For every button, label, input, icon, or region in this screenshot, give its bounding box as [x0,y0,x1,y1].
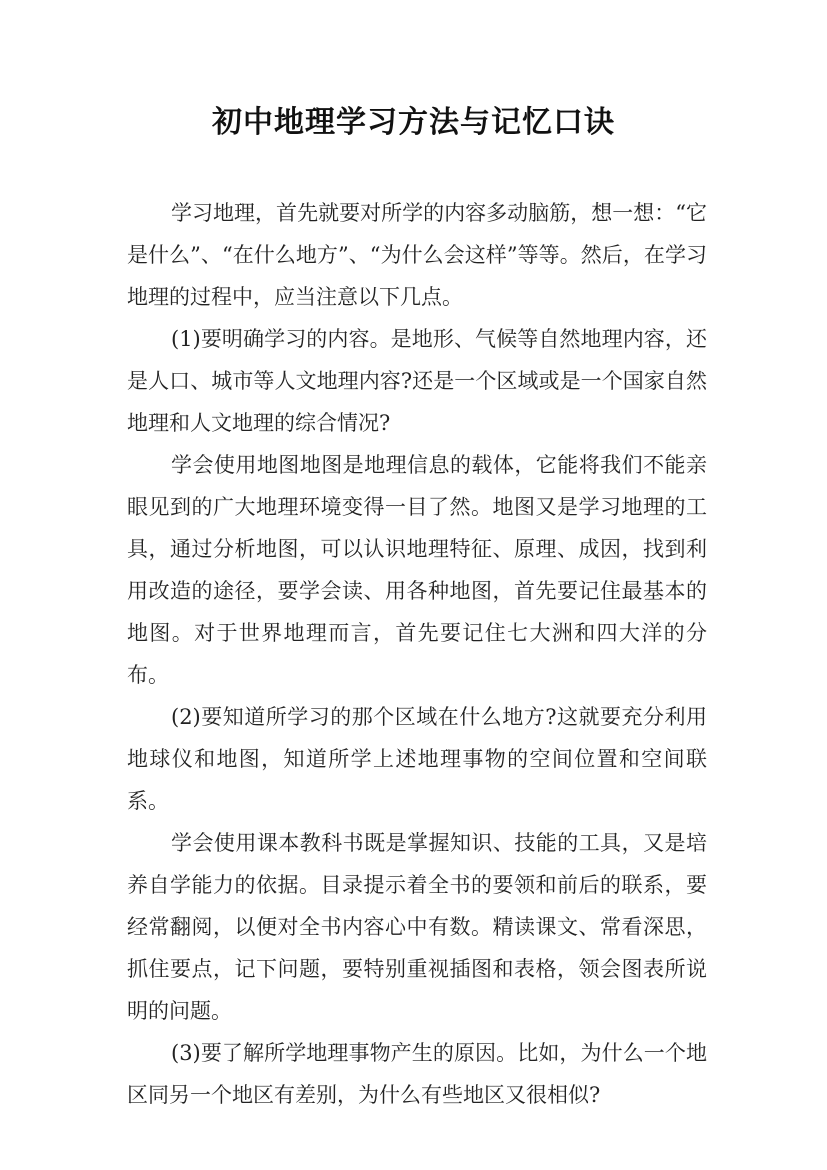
document-title: 初中地理学习方法与记忆口诀 [212,105,615,140]
paragraph-point-2: (2)要知道所学习的那个区域在什么地方?这就要充分利用地球仪和地图，知道所学上述地理事物的空间位置和空间联系。 [127,705,707,813]
paragraph-point-1: (1)要明确学习的内容。是地形、气候等自然地理内容，还是人口、城市等人文地理内容?还是一个区域或是一个国家自然地理和人文地理的综合情况? [127,327,707,435]
paragraph-textbook: 学会使用课本教科书既是掌握知识、技能的工具，又是培养自学能力的依据。目录提示着全书的要领和前后的联系，要经常翻阅，以便对全书内容心中有数。精读课文、常看深思，抓住要点，记下问题，要特别重视插图和表格，领会图表所说明的问题。 [127,831,707,1023]
document-body [127,192,707,1116]
paragraph-point-3: (3)要了解所学地理事物产生的原因。比如，为什么一个地区同另一个地区有差别，为什么有些地区又很相似? [127,1041,707,1107]
paragraph-maps: 学会使用地图地图是地理信息的载体，它能将我们不能亲眼见到的广大地理环境变得一目了然。地图又是学习地理的工具，通过分析地图，可以认识地理特征、原理、成因，找到利用改造的途径，要学会读、用各种地图，首先要记住最基本的地图。对于世界地理而言，首先要记住七大洲和四大洋的分布。 [127,453,707,687]
paragraph-intro: 学习地理，首先就要对所学的内容多动脑筋，想一想：“它是什么”、“在什么地方”、“为什么会这样”等等。然后，在学习地理的过程中，应当注意以下几点。 [127,201,707,309]
